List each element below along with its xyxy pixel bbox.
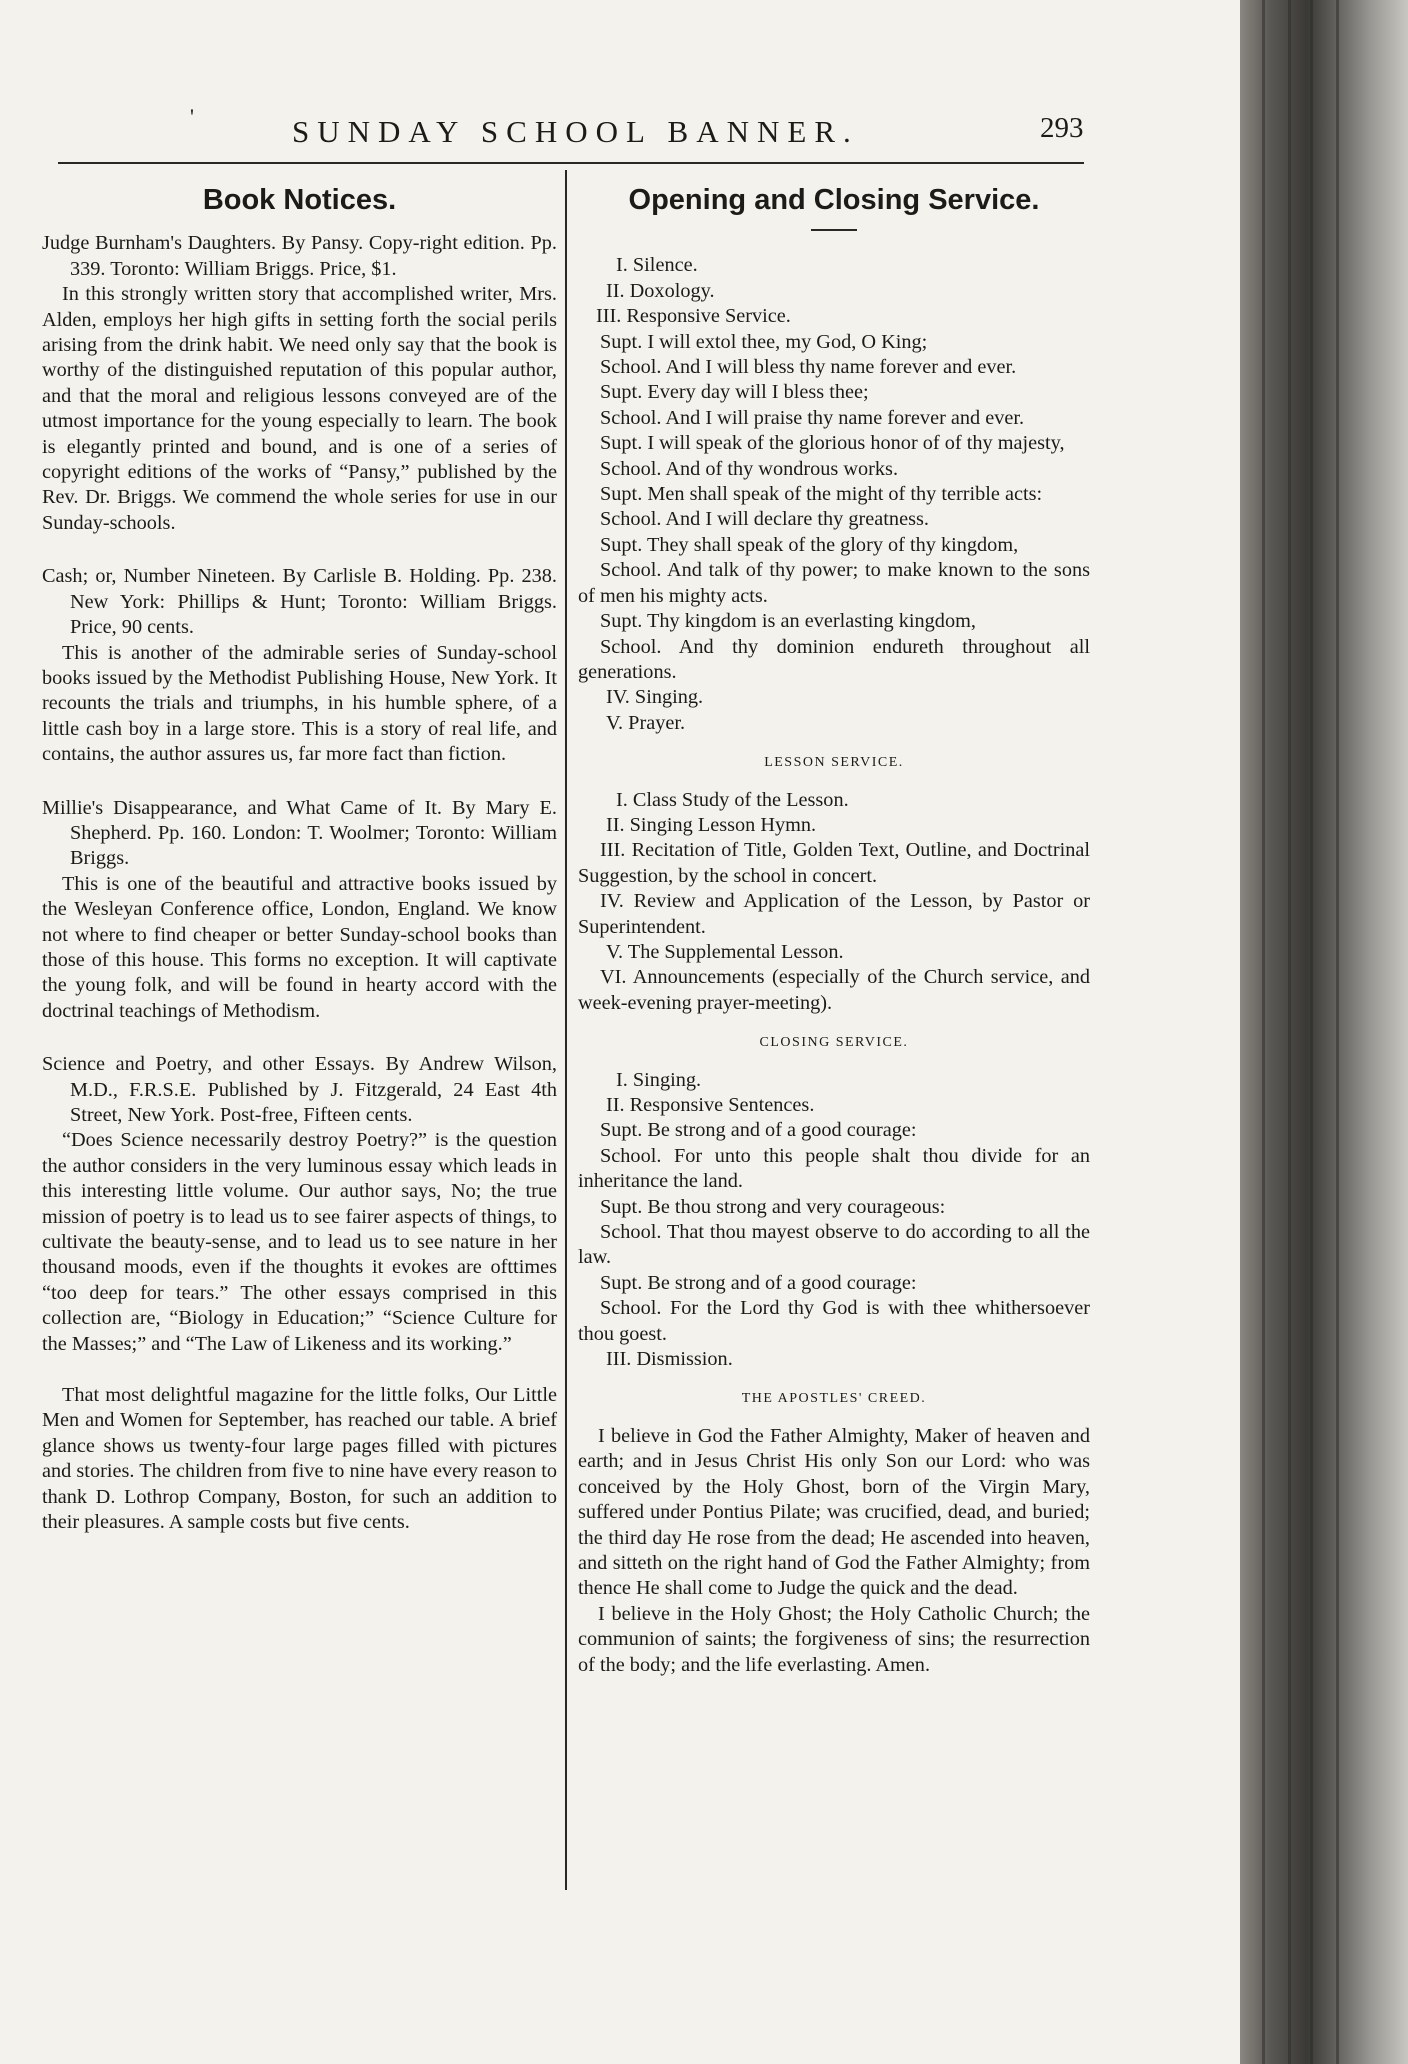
notice-title: Judge Burnham's Daughters. By Pansy. Copy-right edition. Pp. 339. Toronto: William Briggs. Price, $1. — [42, 232, 557, 280]
service-line: School. And of thy wondrous works. — [600, 457, 899, 480]
service-line: VI. Announcements (especially of the Church service, and week-evening prayer-meeting). — [578, 966, 1090, 1014]
service-line: Supt. Men shall speak of the might of thy terrible acts: — [600, 483, 1043, 506]
service-line: II. Singing Lesson Hymn. — [606, 813, 817, 836]
magazine-notice: That most delightful magazine for the little folks, Our Little Men and Women for September, has reached our table. A brief glance shows us twenty-four large pages filled with pictures and stories. The children from five to nine have every reason to thank D. Lothrop Company, Boston, for such an addition to their pleasures. A sample costs but five cents. — [42, 1384, 557, 1534]
notice-title: Millie's Disappearance, and What Came of It. By Mary E. Shepherd. Pp. 160. London: T. Woolmer; Toronto: William Briggs. — [42, 796, 557, 870]
service-line: V. The Supplemental Lesson. — [606, 940, 844, 963]
service-line: V. Prayer. — [606, 711, 686, 734]
service-line: School. And I will bless thy name forever and ever. — [600, 356, 1017, 379]
service-line: Supt. Be strong and of a good courage: — [600, 1271, 917, 1294]
notice-body: This is one of the beautiful and attractive books issued by the Wesleyan Conference office, London, England. We know not where to find cheaper or better Sunday-school books than those of this house. This forms no exception. It will captivate the young folk, and will be found in hearty accord with the doctrinal teachings of Methodism. — [42, 872, 557, 1022]
service-line: Supt. I will extol thee, my God, O King; — [600, 330, 928, 353]
service-line: I. Singing. — [616, 1068, 702, 1091]
service-line: III. Recitation of Title, Golden Text, Outline, and Doctrinal Suggestion, by the school in concert. — [578, 839, 1090, 887]
lesson-service-heading: LESSON SERVICE. — [764, 755, 904, 771]
service-line: School. And thy dominion endureth throughout all generations. — [578, 635, 1090, 683]
creed-paragraph: I believe in God the Father Almighty, Maker of heaven and earth; and in Jesus Christ His only Son our Lord: who was conceived by the Holy Ghost, born of the Virgin Mary, suffered under Pontius Pilate; was crucified, dead, and buried; the third day He rose from the dead; He ascended into heaven, and sitteth on the right hand of God the Father Almighty; from thence He shall come to Judge the quick and the dead. — [578, 1424, 1090, 1600]
book-spine-edge — [1240, 0, 1408, 2064]
service-line: School. For unto this people shalt thou divide for an inheritance the land. — [578, 1144, 1090, 1193]
closing-service-heading: CLOSING SERVICE. — [759, 1035, 909, 1051]
service-line: Supt. They shall speak of the glory of thy kingdom, — [600, 533, 1019, 556]
service-line: I. Silence. — [616, 254, 698, 277]
book-notice — [42, 231, 557, 536]
service-line: Supt. Be strong and of a good courage: — [600, 1119, 917, 1142]
book-notice — [42, 564, 557, 767]
book-notices-heading: Book Notices. — [202, 184, 397, 216]
apostles-creed — [578, 1424, 1090, 1678]
creed-heading: THE APOSTLES' CREED. — [741, 1391, 927, 1407]
book-notice — [42, 796, 557, 1025]
service-line: II. Responsive Sentences. — [606, 1094, 815, 1116]
service-heading: Opening and Closing Service. — [628, 184, 1040, 216]
heading-rule — [811, 229, 857, 231]
page-number: 293 — [1040, 112, 1084, 144]
column-divider — [565, 170, 567, 1890]
service-line: School. And I will praise thy name forever and ever. — [600, 406, 1025, 429]
service-line: School. And I will declare thy greatness. — [600, 508, 929, 531]
service-line: IV. Singing. — [606, 686, 704, 709]
opening-service — [578, 253, 1090, 736]
left-column — [42, 180, 557, 1536]
service-line: School. For the Lord thy God is with thee whithersoever thou goest. — [578, 1297, 1090, 1345]
right-column — [578, 180, 1090, 1678]
service-line: Supt. I will speak of the glorious honor of of thy majesty, — [600, 432, 1065, 455]
service-line: Supt. Thy kingdom is an everlasting kingdom, — [600, 610, 976, 633]
service-line: III. Responsive Service. — [596, 305, 791, 328]
stray-mark: ' — [190, 104, 194, 129]
notice-title: Science and Poetry, and other Essays. By Andrew Wilson, M.D., F.R.S.E. Published by J. Fitzgerald, 24 East 4th Street, New York. Post-free, Fifteen cents. — [42, 1053, 557, 1126]
notice-body: In this strongly written story that accomplished writer, Mrs. Alden, employs her high gifts in setting forth the social perils arising from the drink habit. We need only say that the book is worthy of the distinguished reputation of this popular author, and that the moral and religious lessons conveyed are of the utmost importance for the young especially to learn. The book is elegantly printed and bound, and is one of a series of copyright editions of the works of “Pansy,” published by the Rev. Dr. Briggs. We commend the whole series for use in our Sunday-schools. — [42, 283, 557, 534]
service-line: School. And talk of thy power; to make known to the sons of men his mighty acts. — [578, 559, 1090, 607]
service-line: Supt. Every day will I bless thee; — [600, 381, 869, 404]
header-rule — [58, 162, 1084, 164]
running-title: SUNDAY SCHOOL BANNER. — [292, 114, 859, 149]
closing-service — [578, 1068, 1090, 1373]
service-line: I. Class Study of the Lesson. — [616, 788, 849, 811]
creed-paragraph: I believe in the Holy Ghost; the Holy Catholic Church; the communion of saints; the forgiveness of sins; the resurrection of the body; and the life everlasting. Amen. — [578, 1602, 1090, 1676]
running-head — [60, 104, 1084, 152]
service-line: School. That thou mayest observe to do according to all the law. — [578, 1221, 1090, 1269]
service-line: II. Doxology. — [606, 279, 715, 302]
notice-title: Cash; or, Number Nineteen. By Carlisle B. Holding. Pp. 238. New York: Phillips & Hunt; Toronto: William Briggs. Price, 90 cents. — [42, 565, 557, 639]
lesson-service — [578, 788, 1090, 1017]
book-notice — [42, 1052, 557, 1357]
service-line: IV. Review and Application of the Lesson, by Pastor or Superintendent. — [578, 890, 1090, 938]
service-line: III. Dismission. — [606, 1348, 733, 1371]
service-line: Supt. Be thou strong and very courageous: — [600, 1195, 946, 1218]
notice-body: This is another of the admirable series of Sunday-school books issued by the Methodist Publishing House, New York. It recounts the trials and triumphs, in his humble sphere, of a little cash boy in a large store. This is a story of real life, and contains, the author assures us, far more fact than fiction. — [42, 641, 557, 766]
notice-body: “Does Science necessarily destroy Poetry?” is the question the author considers in the very luminous essay which leads in this interesting little volume. Our author says, No; the true mission of poetry is to lead us to see fairer aspects of things, to cultivate the beauty-sense, and to lead us to see nature in her thousand moods, even if the thoughts it evokes are ofttimes “too deep for tears.” The other essays comprised in this collection are, “Biology in Education;” “Science Culture for the Masses;” and “The Law of Likeness and its working.” — [42, 1129, 557, 1355]
